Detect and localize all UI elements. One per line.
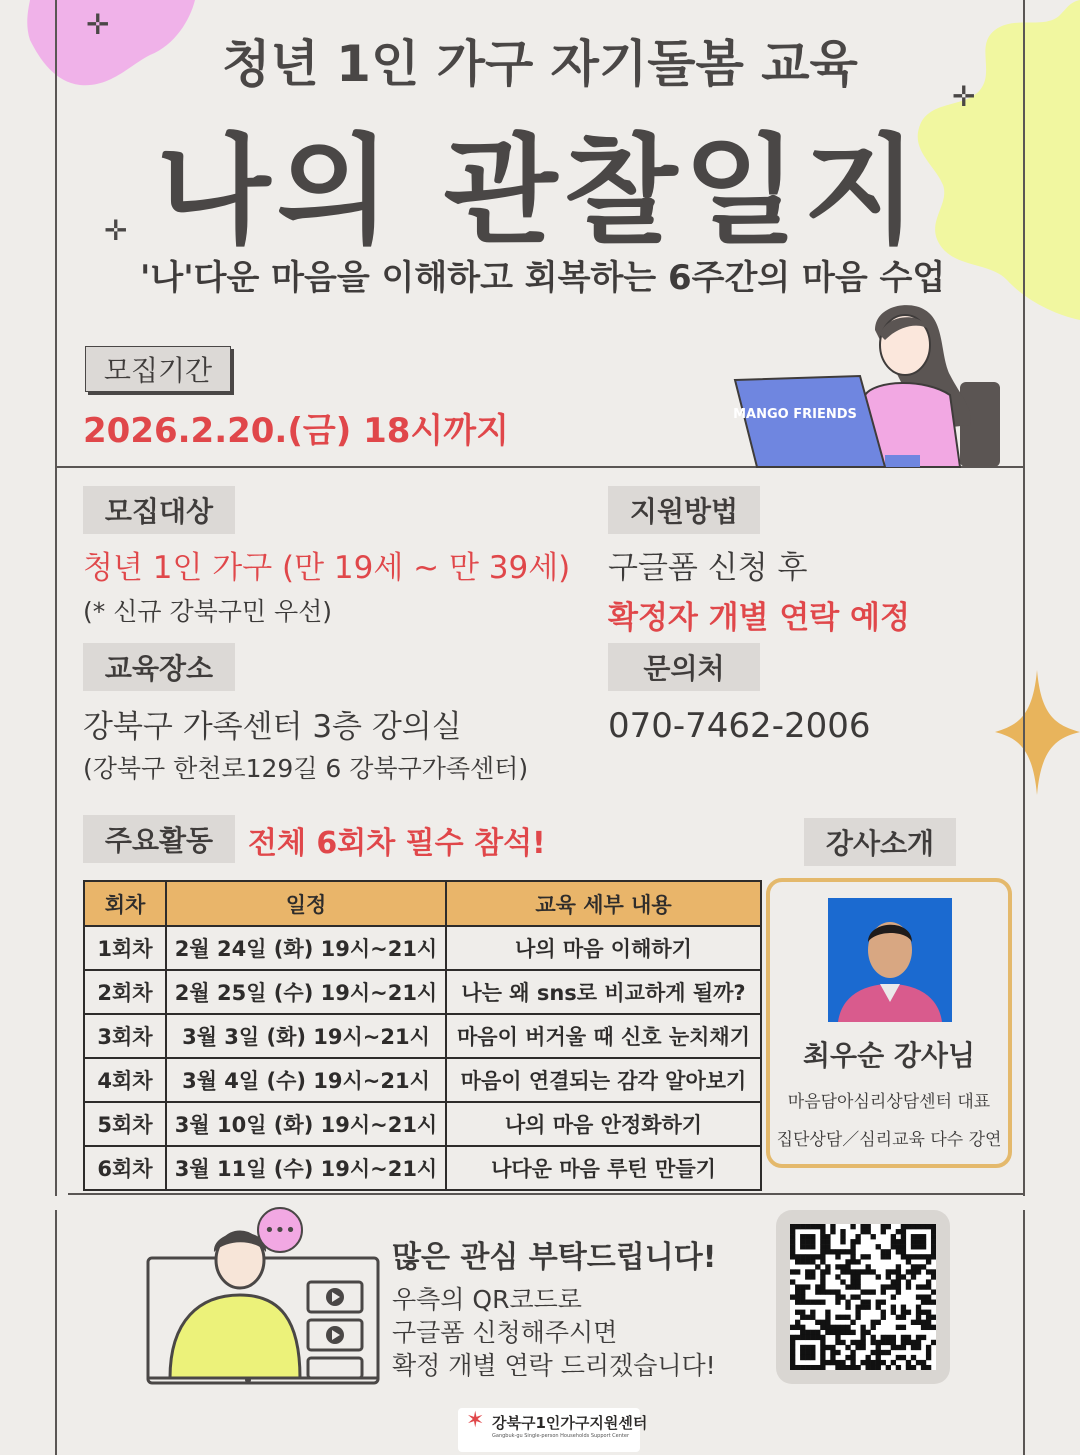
venue-line1: 강북구 가족센터 3층 강의실	[83, 709, 462, 745]
table-row	[84, 1058, 761, 1102]
schedule-cell: 3월 10일 (화) 19시~21시	[166, 1102, 446, 1146]
content-cell: 마음이 버거울 때 신호 눈치채기	[446, 1014, 761, 1058]
schedule-cell: 3월 3일 (화) 19시~21시	[166, 1014, 446, 1058]
table-row	[84, 970, 761, 1014]
session-cell: 3회차	[84, 1014, 166, 1058]
target-label: 모집대상	[83, 486, 235, 534]
laptop-label: MANGO FRIENDS	[733, 407, 857, 422]
table-row	[84, 1102, 761, 1146]
woman-laptop-illustration	[725, 300, 1015, 470]
col-header-content: 교육 세부 내용	[446, 881, 761, 926]
closing-line3: 확정 개별 연락 드리겠습니다!	[392, 1351, 716, 1380]
content-cell: 나는 왜 sns로 비교하게 될까?	[446, 970, 761, 1014]
recruit-period-label: 모집기간	[85, 346, 231, 392]
content-cell: 나의 마음 안정화하기	[446, 1102, 761, 1146]
schedule-cell: 2월 24일 (화) 19시~21시	[166, 926, 446, 970]
sparkle-icon: ✛	[952, 80, 976, 113]
main-title: 나의 관찰일지	[156, 122, 924, 260]
apply-line2: 확정자 개별 연락 예정	[608, 600, 910, 636]
frame-divider-bottom-left	[68, 1193, 558, 1195]
instructor-label: 강사소개	[804, 818, 956, 866]
frame-line-left-bottom	[55, 1210, 57, 1455]
schedule-cell: 3월 4일 (수) 19시~21시	[166, 1058, 446, 1102]
sparkle-icon: ✛	[86, 8, 110, 41]
venue-label: 교육장소	[83, 643, 235, 691]
apply-line1: 구글폼 신청 후	[608, 550, 808, 586]
col-header-session: 회차	[84, 881, 166, 926]
frame-line-right-lower	[1023, 466, 1025, 1196]
activities-label: 주요활동	[83, 815, 235, 863]
session-cell: 6회차	[84, 1146, 166, 1190]
col-header-schedule: 일정	[166, 881, 446, 926]
footer-org: 강북구1인가구지원센터	[492, 1414, 648, 1432]
table-header-row	[84, 881, 761, 926]
schedule-cell: 2월 25일 (수) 19시~21시	[166, 970, 446, 1014]
session-cell: 4회차	[84, 1058, 166, 1102]
instructor-photo	[828, 898, 952, 1022]
video-call-illustration	[140, 1200, 385, 1385]
activities-note: 전체 6회차 필수 참석!	[248, 826, 546, 861]
frame-line-right-bottom	[1023, 1210, 1025, 1455]
orange-star-decoration	[995, 670, 1080, 795]
closing-line2: 구글폼 신청해주시면	[392, 1318, 618, 1347]
session-cell: 2회차	[84, 970, 166, 1014]
session-cell: 5회차	[84, 1102, 166, 1146]
sparkle-icon: ✛	[104, 214, 128, 247]
closing-heading: 많은 관심 부탁드립니다!	[392, 1240, 717, 1275]
apply-label: 지원방법	[608, 486, 760, 534]
contact-phone: 070-7462-2006	[608, 706, 871, 746]
table-row	[84, 1146, 761, 1190]
contact-label: 문의처	[608, 643, 760, 691]
table-row	[84, 1014, 761, 1058]
schedule-cell: 3월 11일 (수) 19시~21시	[166, 1146, 446, 1190]
frame-divider-bottom-right	[550, 1193, 1025, 1195]
content-cell: 마음이 연결되는 감각 알아보기	[446, 1058, 761, 1102]
footer-org-en: Gangbuk-gu Single-person Households Support Center	[492, 1433, 629, 1439]
svg-text:•••: •••	[264, 1220, 296, 1241]
logo-icon: ✶	[466, 1408, 485, 1433]
venue-line2: (강북구 한천로129길 6 강북구가족센터)	[83, 754, 529, 783]
content-cell: 나다운 마음 루틴 만들기	[446, 1146, 761, 1190]
schedule-table	[83, 880, 762, 1191]
qr-code[interactable]	[790, 1224, 936, 1370]
instructor-role1: 마음담아심리상담센터 대표	[787, 1092, 991, 1112]
instructor-role2: 집단상담／심리교육 다수 강연	[776, 1130, 1002, 1150]
subtitle: 청년 1인 가구 자기돌봄 교육	[222, 35, 858, 93]
instructor-name: 최우순 강사님	[802, 1039, 976, 1072]
target-note: (* 신규 강북구민 우선)	[83, 597, 333, 626]
session-cell: 1회차	[84, 926, 166, 970]
recruit-period-value: 2026.2.20.(금) 18시까지	[83, 411, 509, 451]
content-cell: 나의 마음 이해하기	[446, 926, 761, 970]
tagline: '나'다운 마음을 이해하고 회복하는 6주간의 마음 수업	[140, 258, 946, 298]
closing-line1: 우측의 QR코드로	[392, 1285, 582, 1314]
frame-line-left-lower	[55, 466, 57, 1196]
table-row	[84, 926, 761, 970]
target-value: 청년 1인 가구 (만 19세 ~ 만 39세)	[83, 550, 571, 586]
